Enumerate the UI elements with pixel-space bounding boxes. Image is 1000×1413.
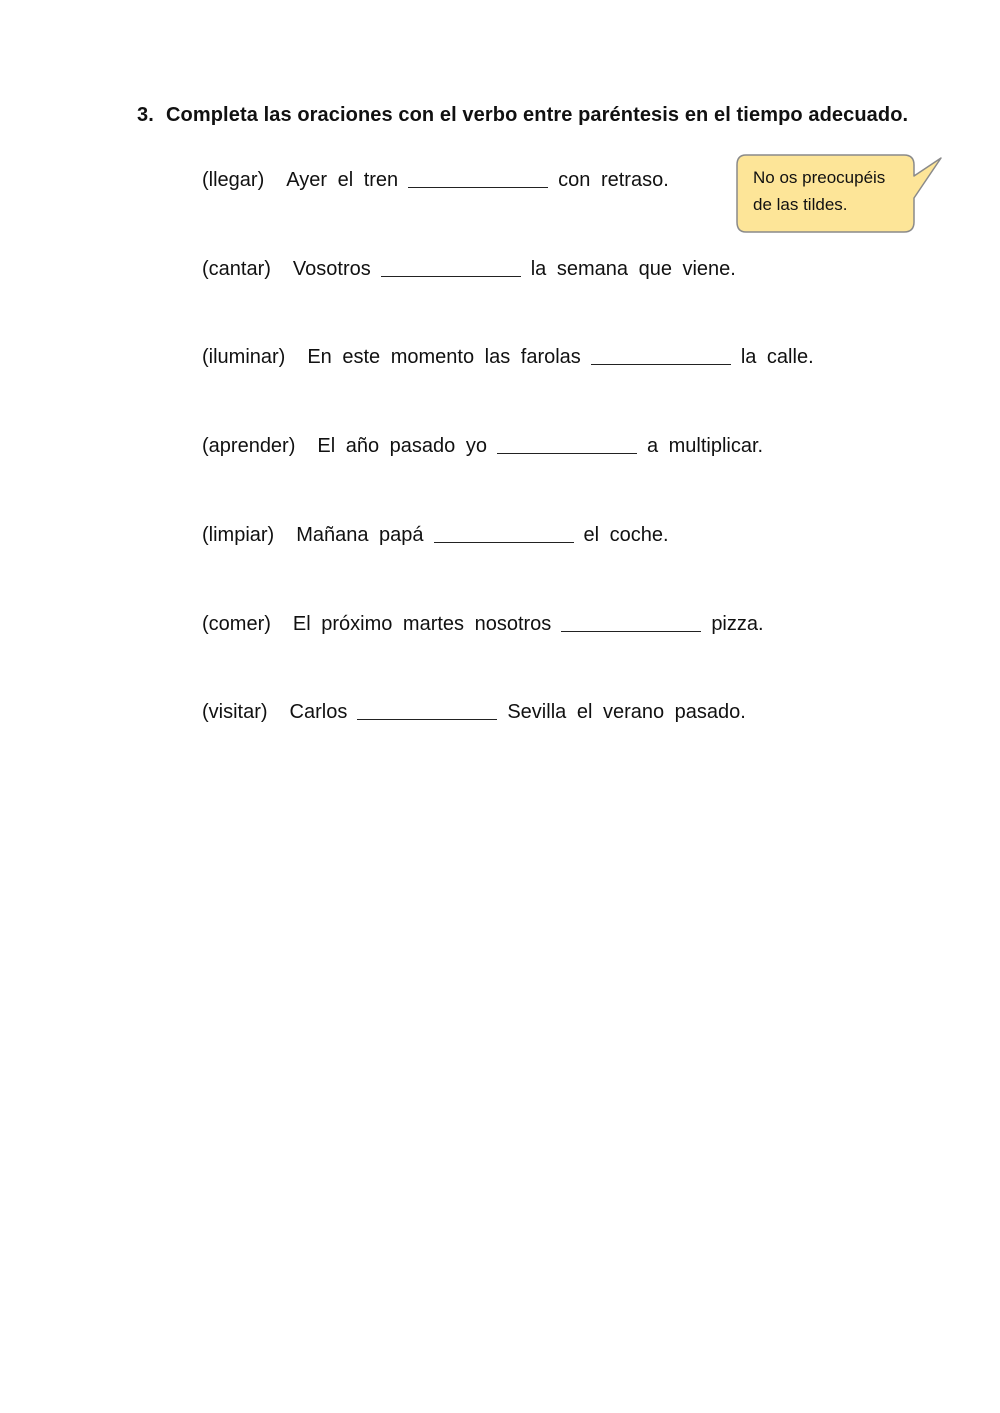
note-line: de las tildes. [753,195,848,214]
verb-hint: (visitar) [202,701,268,723]
exercise-instruction: Completa las oraciones con el verbo entre paréntesis en el tiempo adecuado. [166,104,909,126]
sentence-end: el coche. [583,524,669,546]
sentence-start: Mañana papá [296,524,424,546]
exercise-heading [137,104,908,127]
verb-hint: (comer) [202,613,271,635]
sentence-start: Ayer el tren [286,169,399,191]
sentence-end: la semana que viene. [530,258,736,280]
sentence-row [202,166,669,194]
sentence-start: Carlos [289,701,348,723]
sentence-end: a multiplicar. [646,435,764,457]
verb-hint: (limpiar) [202,524,275,546]
answer-blank[interactable] [381,256,521,277]
answer-blank[interactable] [357,699,497,720]
verb-hint: (cantar) [202,258,271,280]
sentence-end: pizza. [711,613,764,635]
answer-blank[interactable] [408,167,548,188]
sentence-row [202,432,763,460]
answer-blank[interactable] [434,522,574,543]
sentence-row [202,521,669,549]
exercise-number: 3. [137,104,154,126]
sentence-start: El próximo martes nosotros [292,613,552,635]
sentence-end: Sevilla el verano pasado. [507,701,746,723]
sentence-end: la calle. [740,346,814,368]
answer-blank[interactable] [591,344,731,365]
sentence-row [202,255,736,283]
verb-hint: (aprender) [202,435,296,457]
answer-blank[interactable] [497,433,637,454]
speech-bubble-note [736,154,914,232]
sentence-start: El año pasado yo [317,435,487,457]
sentence-row [202,610,764,638]
sentence-end: con retraso. [558,169,669,191]
verb-hint: (llegar) [202,169,265,191]
sentence-row [202,343,814,371]
sentence-start: En este momento las farolas [307,346,581,368]
sentence-start: Vosotros [292,258,371,280]
note-line: No os preocupéis [753,168,886,187]
sentence-row [202,698,746,726]
answer-blank[interactable] [561,611,701,632]
note-text [753,164,913,218]
verb-hint: (iluminar) [202,346,286,368]
